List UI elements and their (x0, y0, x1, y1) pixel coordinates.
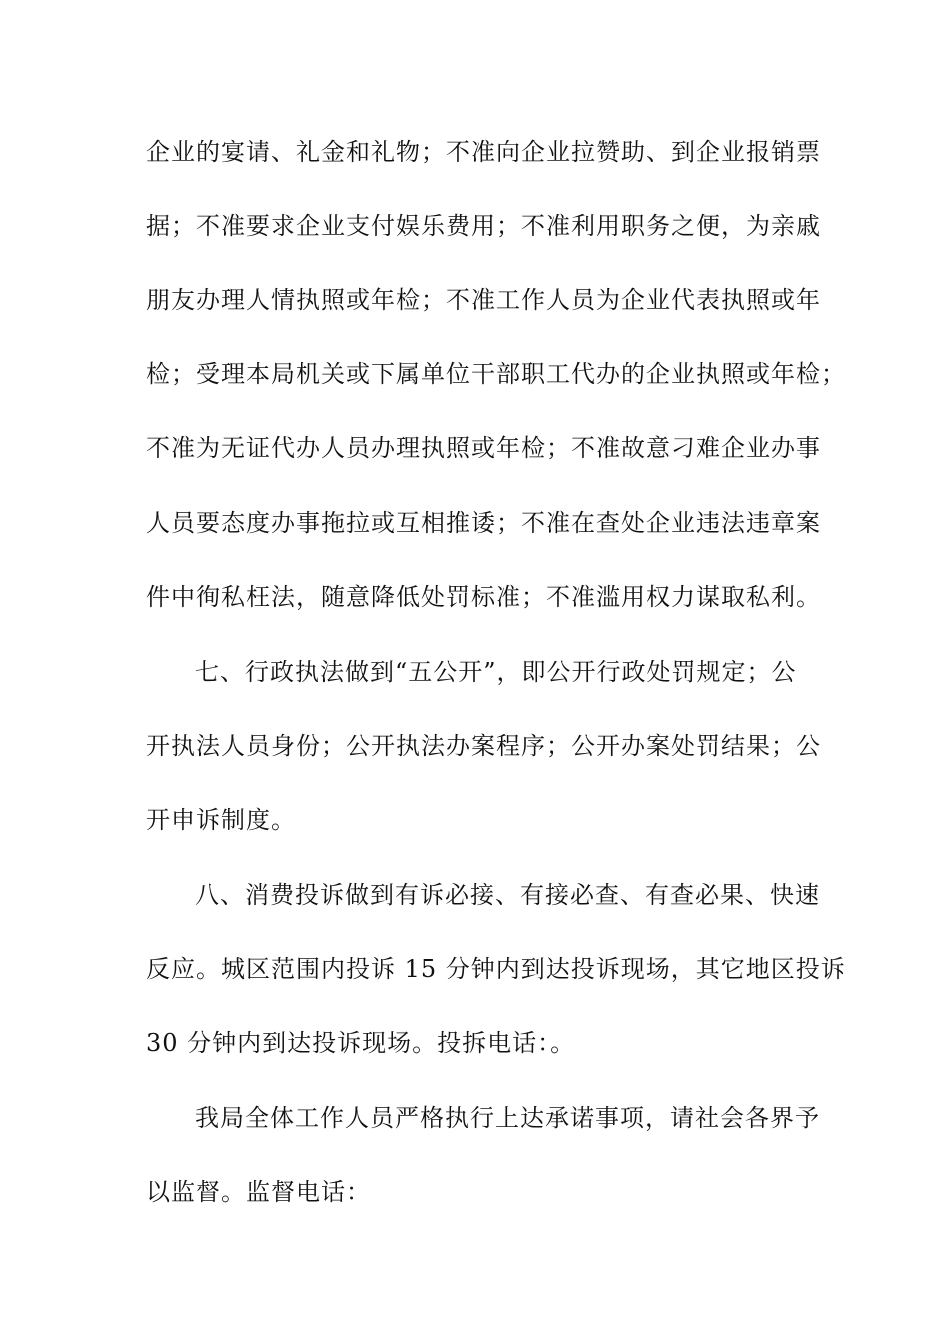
text-line: 检；受理本局机关或下属单位干部职工代办的企业执照或年检； (146, 360, 846, 388)
text-line: 反应。城区范围内投诉 15 分钟内到达投诉现场，其它地区投诉 (146, 955, 846, 983)
text-line: 朋友办理人情执照或年检；不准工作人员为企业代表执照或年 (146, 286, 821, 314)
text-line: 30 分钟内到达投诉现场。投拆电话：。 (146, 1029, 576, 1057)
paragraph-start-line: 我局全体工作人员严格执行上达承诺事项，请社会各界予 (195, 1104, 820, 1132)
text-line: 以监督。监督电话： (146, 1178, 371, 1206)
text-line: 企业的宴请、礼金和礼物；不准向企业拉赞助、到企业报销票 (146, 138, 821, 166)
text-line: 据；不准要求企业支付娱乐费用；不准利用职务之便，为亲戚 (146, 212, 821, 240)
text-line: 人员要态度办事拖拉或互相推诿；不准在查处企业违法违章案 (146, 509, 821, 537)
paragraph-start-line: 八、消费投诉做到有诉必接、有接必查、有查必果、快速 (195, 881, 820, 909)
text-line: 开执法人员身份；公开执法办案程序；公开办案处罚结果；公 (146, 732, 821, 760)
text-line: 开申诉制度。 (146, 806, 296, 834)
text-line: 不准为无证代办人员办理执照或年检；不准故意刁难企业办事 (146, 434, 821, 462)
paragraph-start-line: 七、行政执法做到“五公开”，即公开行政处罚规定；公 (195, 658, 797, 686)
text-line: 件中徇私枉法，随意降低处罚标准；不准滥用权力谋取私利。 (146, 583, 821, 611)
